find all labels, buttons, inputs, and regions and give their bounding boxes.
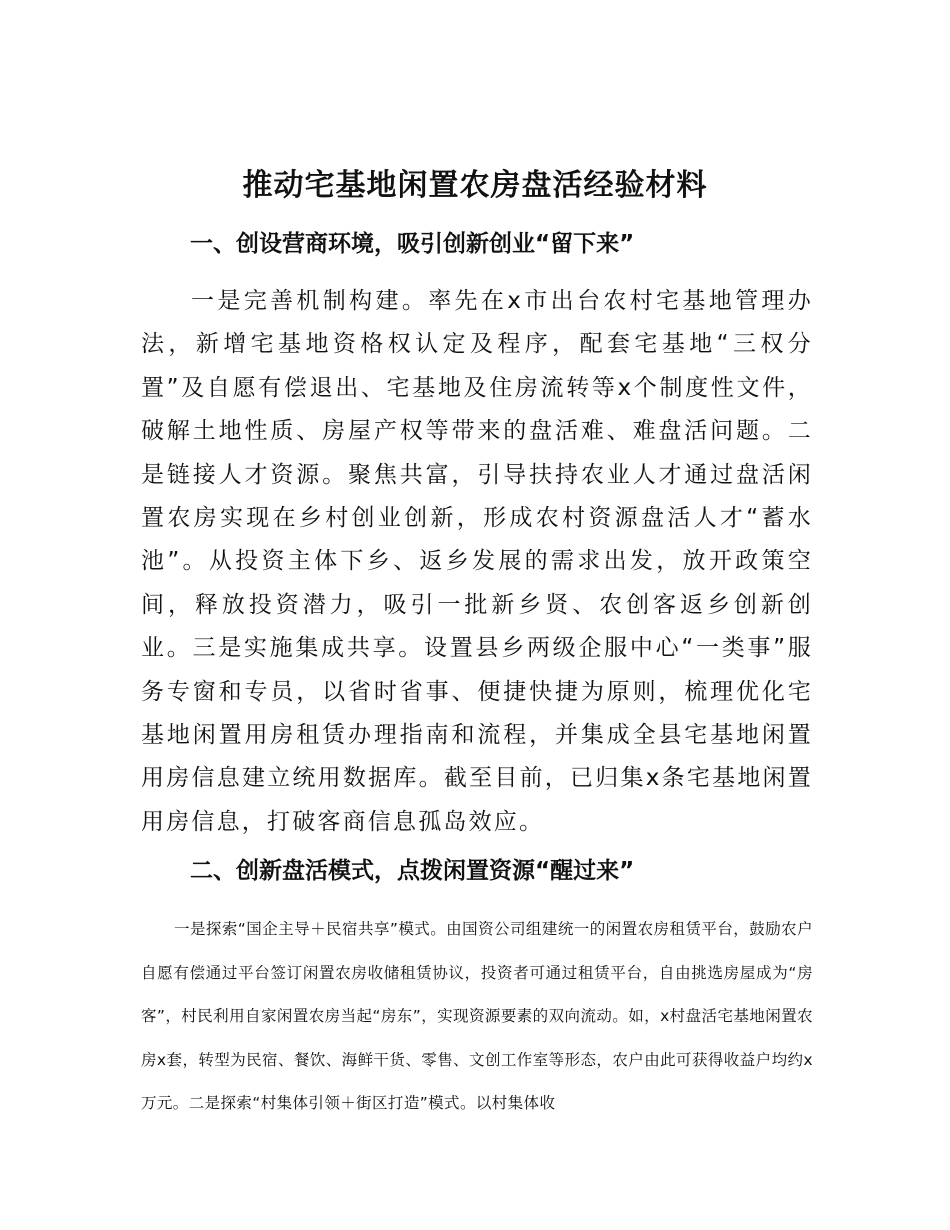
- section-2-heading: 二、创新盘活模式，点拨闲置资源“醒过来”: [190, 858, 635, 884]
- section-2-paragraph: 一是探索“国企主导＋民宿共享”模式。由国资公司组建统一的闲置农房租赁平台，鼓励农户自愿有偿通过平台签订闲置农房收储租赁协议，投资者可通过租赁平台，自由挑选房屋成为“房客”，村民利用自家闲置农房当起“房东”，实现资源要素的双向流动。如，x村盘活宅基地闲置农房x套，转型为民宿、餐饮、海鲜干货、零售、文创工作室等形态，农户由此可获得收益户均约x万元。二是探索“村集体引领＋街区打造”模式。以村集体收: [141, 920, 813, 1113]
- document-title: 推动宅基地闲置农房盘活经验材料: [242, 168, 708, 203]
- section-1-paragraph: 一是完善机制构建。率先在x市出台农村宅基地管理办法，新增宅基地资格权认定及程序，配套宅基地“三权分置”及自愿有偿退出、宅基地及住房流转等x个制度性文件，破解土地性质、房屋产权等带来的盘活难、难盘活问题。二是链接人才资源。聚焦共富，引导扶持农业人才通过盘活闲置农房实现在乡村创业创新，形成农村资源盘活人才“蓄水池”。从投资主体下乡、返乡发展的需求出发，放开政策空间，释放投资潜力，吸引一批新乡贤、农创客返乡创新创业。三是实施集成共享。设置县乡两级企服中心“一类事”服务专窗和专员，以省时省事、便捷快捷为原则，梳理优化宅基地闲置用房租赁办理指南和流程，并集成全县宅基地闲置用房信息建立统用数据库。截至目前，已归集x条宅基地闲置用房信息，打破客商信息孤岛效应。: [141, 288, 813, 835]
- section-1-heading: 一、创设营商环境，吸引创新创业“留下来”: [190, 231, 635, 257]
